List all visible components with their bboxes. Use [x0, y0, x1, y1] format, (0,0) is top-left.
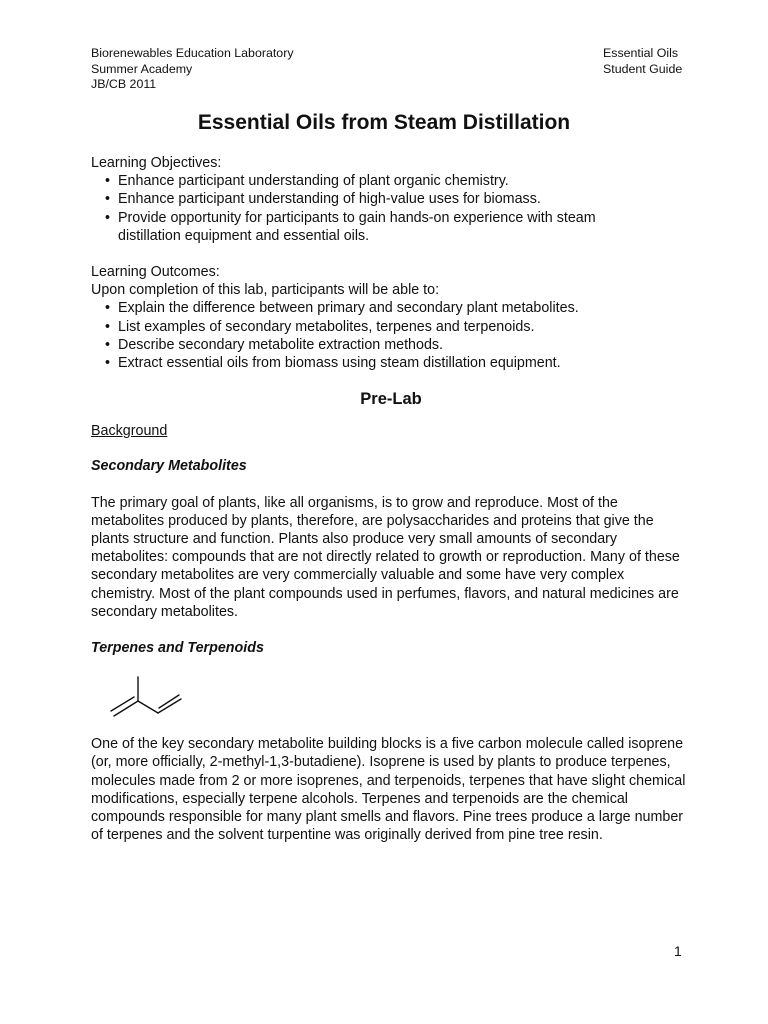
objectives-heading: Learning Objectives: — [91, 155, 222, 171]
list-item: • Describe secondary metabolite extraction methods. — [91, 336, 691, 354]
list-item: • Enhance participant understanding of high-value uses for biomass. — [91, 190, 691, 208]
outcomes-list — [91, 299, 691, 372]
page-number: 1 — [674, 943, 682, 959]
objectives-list — [91, 172, 691, 245]
prelab-title: Pre-Lab — [360, 390, 422, 409]
terpenes-paragraph: One of the key secondary metabolite building blocks is a five carbon molecule called isoprene (or, more officially, 2-methyl-1,3-butadiene). Isoprene is used by plants to produce terpenes, molecules made from 2 or more isoprenes, and terpenoids, terpenes that have slight chemical modifications, especially terpene alcohols. Terpenes and terpenoids are the chemical compounds responsible for many plant smells and flavors. Pine trees produce a large number of terpenes and the solvent turpentine was originally derived from pine tree resin. — [91, 736, 686, 844]
outcomes-heading: Learning Outcomes: — [91, 264, 220, 281]
header-topic: Essential Oils — [603, 46, 679, 60]
isoprene-structure-icon — [101, 675, 191, 723]
header-left — [91, 46, 294, 93]
document-body — [91, 154, 691, 844]
header-authors: JB/CB 2011 — [91, 77, 157, 92]
header-org: Biorenewables Education Laboratory — [91, 46, 294, 60]
list-item: • Enhance participant understanding of plant organic chemistry. — [91, 172, 691, 190]
terpenes-heading: Terpenes and Terpenoids — [91, 640, 264, 657]
list-item: • Provide opportunity for participants to gain hands-on experience with steam distillation equipment and essential oils. — [91, 209, 691, 245]
list-item: • List examples of secondary metabolites, terpenes and terpenoids. — [91, 318, 691, 336]
outcomes-intro: Upon completion of this lab, participants will be able to: — [91, 282, 440, 299]
background-label: Background — [91, 423, 168, 440]
document-title: Essential Oils from Steam Distillation — [197, 111, 571, 134]
header-right — [603, 46, 682, 77]
list-item: • Explain the difference between primary and secondary plant metabolites. — [91, 299, 691, 317]
secondary-metabolites-heading: Secondary Metabolites — [91, 458, 247, 475]
header-program: Summer Academy — [91, 61, 193, 76]
list-item: • Extract essential oils from biomass using steam distillation equipment. — [91, 354, 691, 372]
secondary-metabolites-paragraph: The primary goal of plants, like all organisms, is to grow and reproduce. Most of the metabolites produced by plants, therefore, are polysaccharides and proteins that give the plants structure and function. Plants also produce very small amounts of secondary metabolites: compounds that are not directly related to growth or reproduction. Many of these secondary metabolites are very commercially valuable and some have very complex chemistry. Most of the plant compounds used in perfumes, flavors, and natural medicines are secondary metabolites. — [91, 494, 680, 620]
header-doc-type: Student Guide — [603, 61, 683, 76]
